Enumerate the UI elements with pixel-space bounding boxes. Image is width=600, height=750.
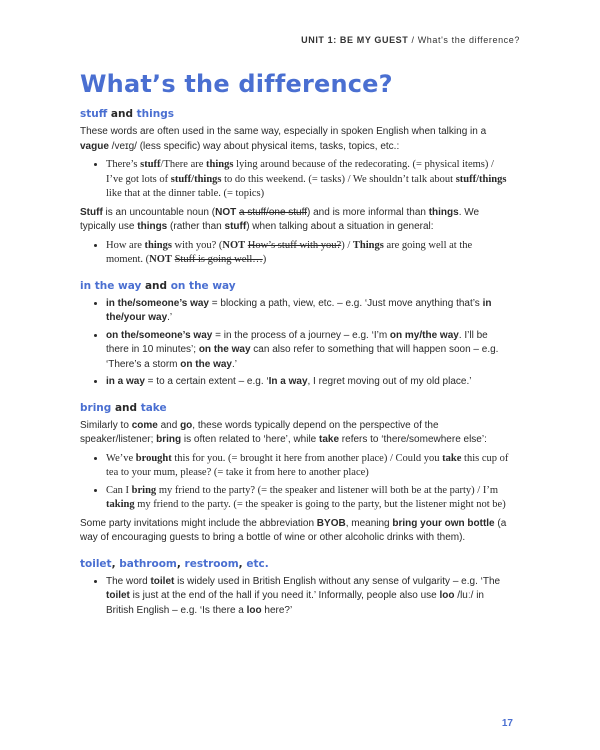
list-item [106, 575, 510, 619]
heading-term: bathroom [119, 557, 177, 570]
text: , these words typically depend on the perspective of the speaker/listener; [80, 419, 439, 445]
text-bold: NOT [149, 254, 172, 265]
heading-term: bring [80, 401, 112, 414]
header-separator: / [408, 35, 418, 45]
text: Can I [106, 484, 132, 496]
list-item [106, 158, 510, 202]
text: /There are [160, 159, 207, 170]
text: , I regret moving out of my old place.’ [307, 376, 472, 387]
definition-list [80, 575, 510, 619]
section-stuff-things [80, 108, 510, 268]
text: Some party invitations might include the abbreviation [80, 517, 317, 529]
text: .’ [231, 358, 237, 370]
list-item [106, 375, 510, 390]
text: These words are often used in the same way, especially in spoken English when talking in a [80, 126, 487, 137]
page-number: 17 [501, 718, 513, 729]
section-heading [80, 108, 510, 120]
header-unit: UNIT 1: BE MY GUEST [301, 35, 409, 45]
text: = to a certain extent – e.g. ‘ [144, 376, 269, 387]
text: , meaning [345, 517, 393, 529]
example-list [80, 239, 510, 268]
text-bold: loo [246, 604, 262, 616]
text-bold: come [131, 419, 158, 431]
text: my friend to the party? (= the speaker and listener will both be at the party) / I’m [156, 484, 498, 496]
text: this cup of tea to your mum, please? (= take it from here to another place) [106, 452, 509, 478]
list-item [106, 239, 510, 268]
list-item [106, 452, 510, 481]
text: ) when talking about a situation in general: [246, 221, 434, 232]
paragraph [80, 125, 510, 154]
heading-term: things [136, 108, 174, 120]
text: The word [106, 575, 151, 587]
text-bold: toilet [106, 590, 130, 601]
text: /luː/ in British English – e.g. ‘Is there a [106, 590, 484, 616]
text-bold: brought [135, 452, 172, 464]
text-bold: taking [106, 499, 135, 510]
text-strikethrough: a stuff/one stuff [238, 206, 307, 218]
heading-term: restroom [184, 557, 239, 570]
text: ) / [341, 239, 353, 251]
heading-joiner: and [141, 279, 171, 292]
text: ) [262, 254, 267, 265]
text-bold: loo [439, 590, 455, 601]
text: How are [106, 239, 145, 251]
text-bold: stuff/things [170, 173, 222, 185]
text-bold: on my/the way [389, 329, 459, 341]
header-section: What's the difference? [417, 35, 520, 45]
text-bold: toilet [150, 575, 175, 587]
text-bold: vague [80, 140, 109, 152]
text-bold: stuff [224, 221, 247, 232]
text-bold: BYOB [316, 517, 346, 529]
text: = in the process of a journey – e.g. ‘I’m [212, 329, 390, 341]
text-bold: things [137, 221, 168, 232]
text: is just at the end of the hall if you need it.’ Informally, people also use [129, 590, 440, 601]
text-bold: take [319, 434, 340, 445]
text-bold: stuff [140, 159, 161, 170]
text-bold: bring [131, 484, 157, 496]
heading-term: on the way [170, 279, 236, 292]
text: this for you. (= brought it here from another place) / Could you [171, 452, 443, 464]
text: . We typically use [80, 206, 480, 232]
text: /veɪɡ/ (less specific) way about physical items, tasks, topics, etc.: [108, 140, 400, 152]
text-strikethrough: How’s stuff with you? [247, 239, 342, 251]
text-bold: bring your own bottle [392, 517, 495, 529]
text: is an uncountable noun ( [102, 206, 216, 218]
section-in-the-way-on-the-way [80, 280, 510, 390]
text: can also refer to something that will happen soon – e.g. ‘There’s a storm [106, 344, 499, 370]
text: lying around because of the redecorating. (= physical items) / I’ve got lots of [106, 159, 494, 185]
text-bold: on the way [198, 344, 251, 355]
section-bring-take [80, 402, 510, 546]
text-bold: things [144, 239, 172, 251]
text-bold: Things [352, 239, 384, 251]
text-bold: go [180, 419, 193, 431]
paragraph [80, 206, 510, 235]
paragraph [80, 419, 510, 448]
heading-joiner: and [107, 108, 137, 120]
text-bold: on the way [180, 358, 232, 370]
text-bold: stuff/things [455, 173, 507, 185]
text: Similarly to [80, 419, 132, 431]
text-bold: things [206, 159, 234, 170]
heading-joiner: , [111, 557, 120, 570]
heading-term: in the way [80, 279, 142, 292]
heading-term: take [140, 401, 167, 414]
text: . I’ll be there in 10 minutes’; [106, 329, 488, 355]
paragraph [80, 517, 510, 546]
text: = blocking a path, view, etc. – e.g. ‘Just move anything that’s [209, 297, 483, 309]
text: is often related to ‘here’, while [181, 434, 320, 445]
section-heading [80, 280, 510, 292]
page-title: What’s the difference? [80, 70, 393, 98]
text-strikethrough: Stuff is going well… [174, 254, 263, 265]
text: ) and is more informal than [307, 206, 429, 218]
content [80, 108, 510, 630]
section-toilet-bathroom [80, 558, 510, 619]
list-item [106, 329, 510, 373]
text-bold: in the/someone’s way [106, 297, 209, 309]
section-heading [80, 558, 510, 570]
text-bold: In a way [268, 376, 308, 387]
section-heading [80, 402, 510, 414]
text: (a way of encouraging guests to bring a bottle of wine or other alcoholic drinks with them). [80, 517, 507, 543]
example-list [80, 158, 510, 202]
running-header [301, 35, 520, 45]
text-bold: things [428, 206, 459, 218]
text: .’ [167, 312, 173, 323]
text-bold: NOT [222, 239, 246, 251]
text-bold: in a way [106, 376, 145, 387]
text: my friend to the party. (= the speaker is going to the party, but the listener might not be) [134, 499, 506, 510]
text: are going well at the moment. ( [106, 239, 473, 265]
list-item [106, 297, 510, 326]
heading-term: stuff [80, 108, 108, 120]
text-bold: take [442, 452, 462, 464]
example-list [80, 452, 510, 513]
heading-term: toilet [80, 557, 112, 570]
definition-list [80, 297, 510, 390]
text: like that at the dinner table. (= topics) [106, 188, 265, 199]
text-bold: NOT [215, 206, 237, 218]
text: (rather than [167, 221, 225, 232]
text-bold: on the/someone’s way [106, 329, 213, 341]
text: with you? ( [171, 239, 223, 251]
heading-term: etc. [246, 557, 269, 570]
text-bold: Stuff [80, 206, 103, 218]
text: is widely used in British English without any sense of vulgarity – e.g. ‘The [174, 575, 501, 587]
text: here?’ [261, 604, 293, 616]
heading-joiner: , [238, 557, 247, 570]
heading-joiner: and [111, 401, 141, 414]
list-item [106, 484, 510, 513]
text: There’s [106, 159, 141, 170]
heading-joiner: , [176, 557, 185, 570]
text: refers to ‘there/somewhere else’: [339, 434, 487, 445]
text: We’ve [106, 452, 136, 464]
text-bold: bring [156, 434, 182, 445]
text: to do this weekend. (= tasks) / We shouldn’t talk about [221, 173, 456, 185]
text-bold: in the/your way [106, 297, 492, 323]
text: and [157, 419, 181, 431]
